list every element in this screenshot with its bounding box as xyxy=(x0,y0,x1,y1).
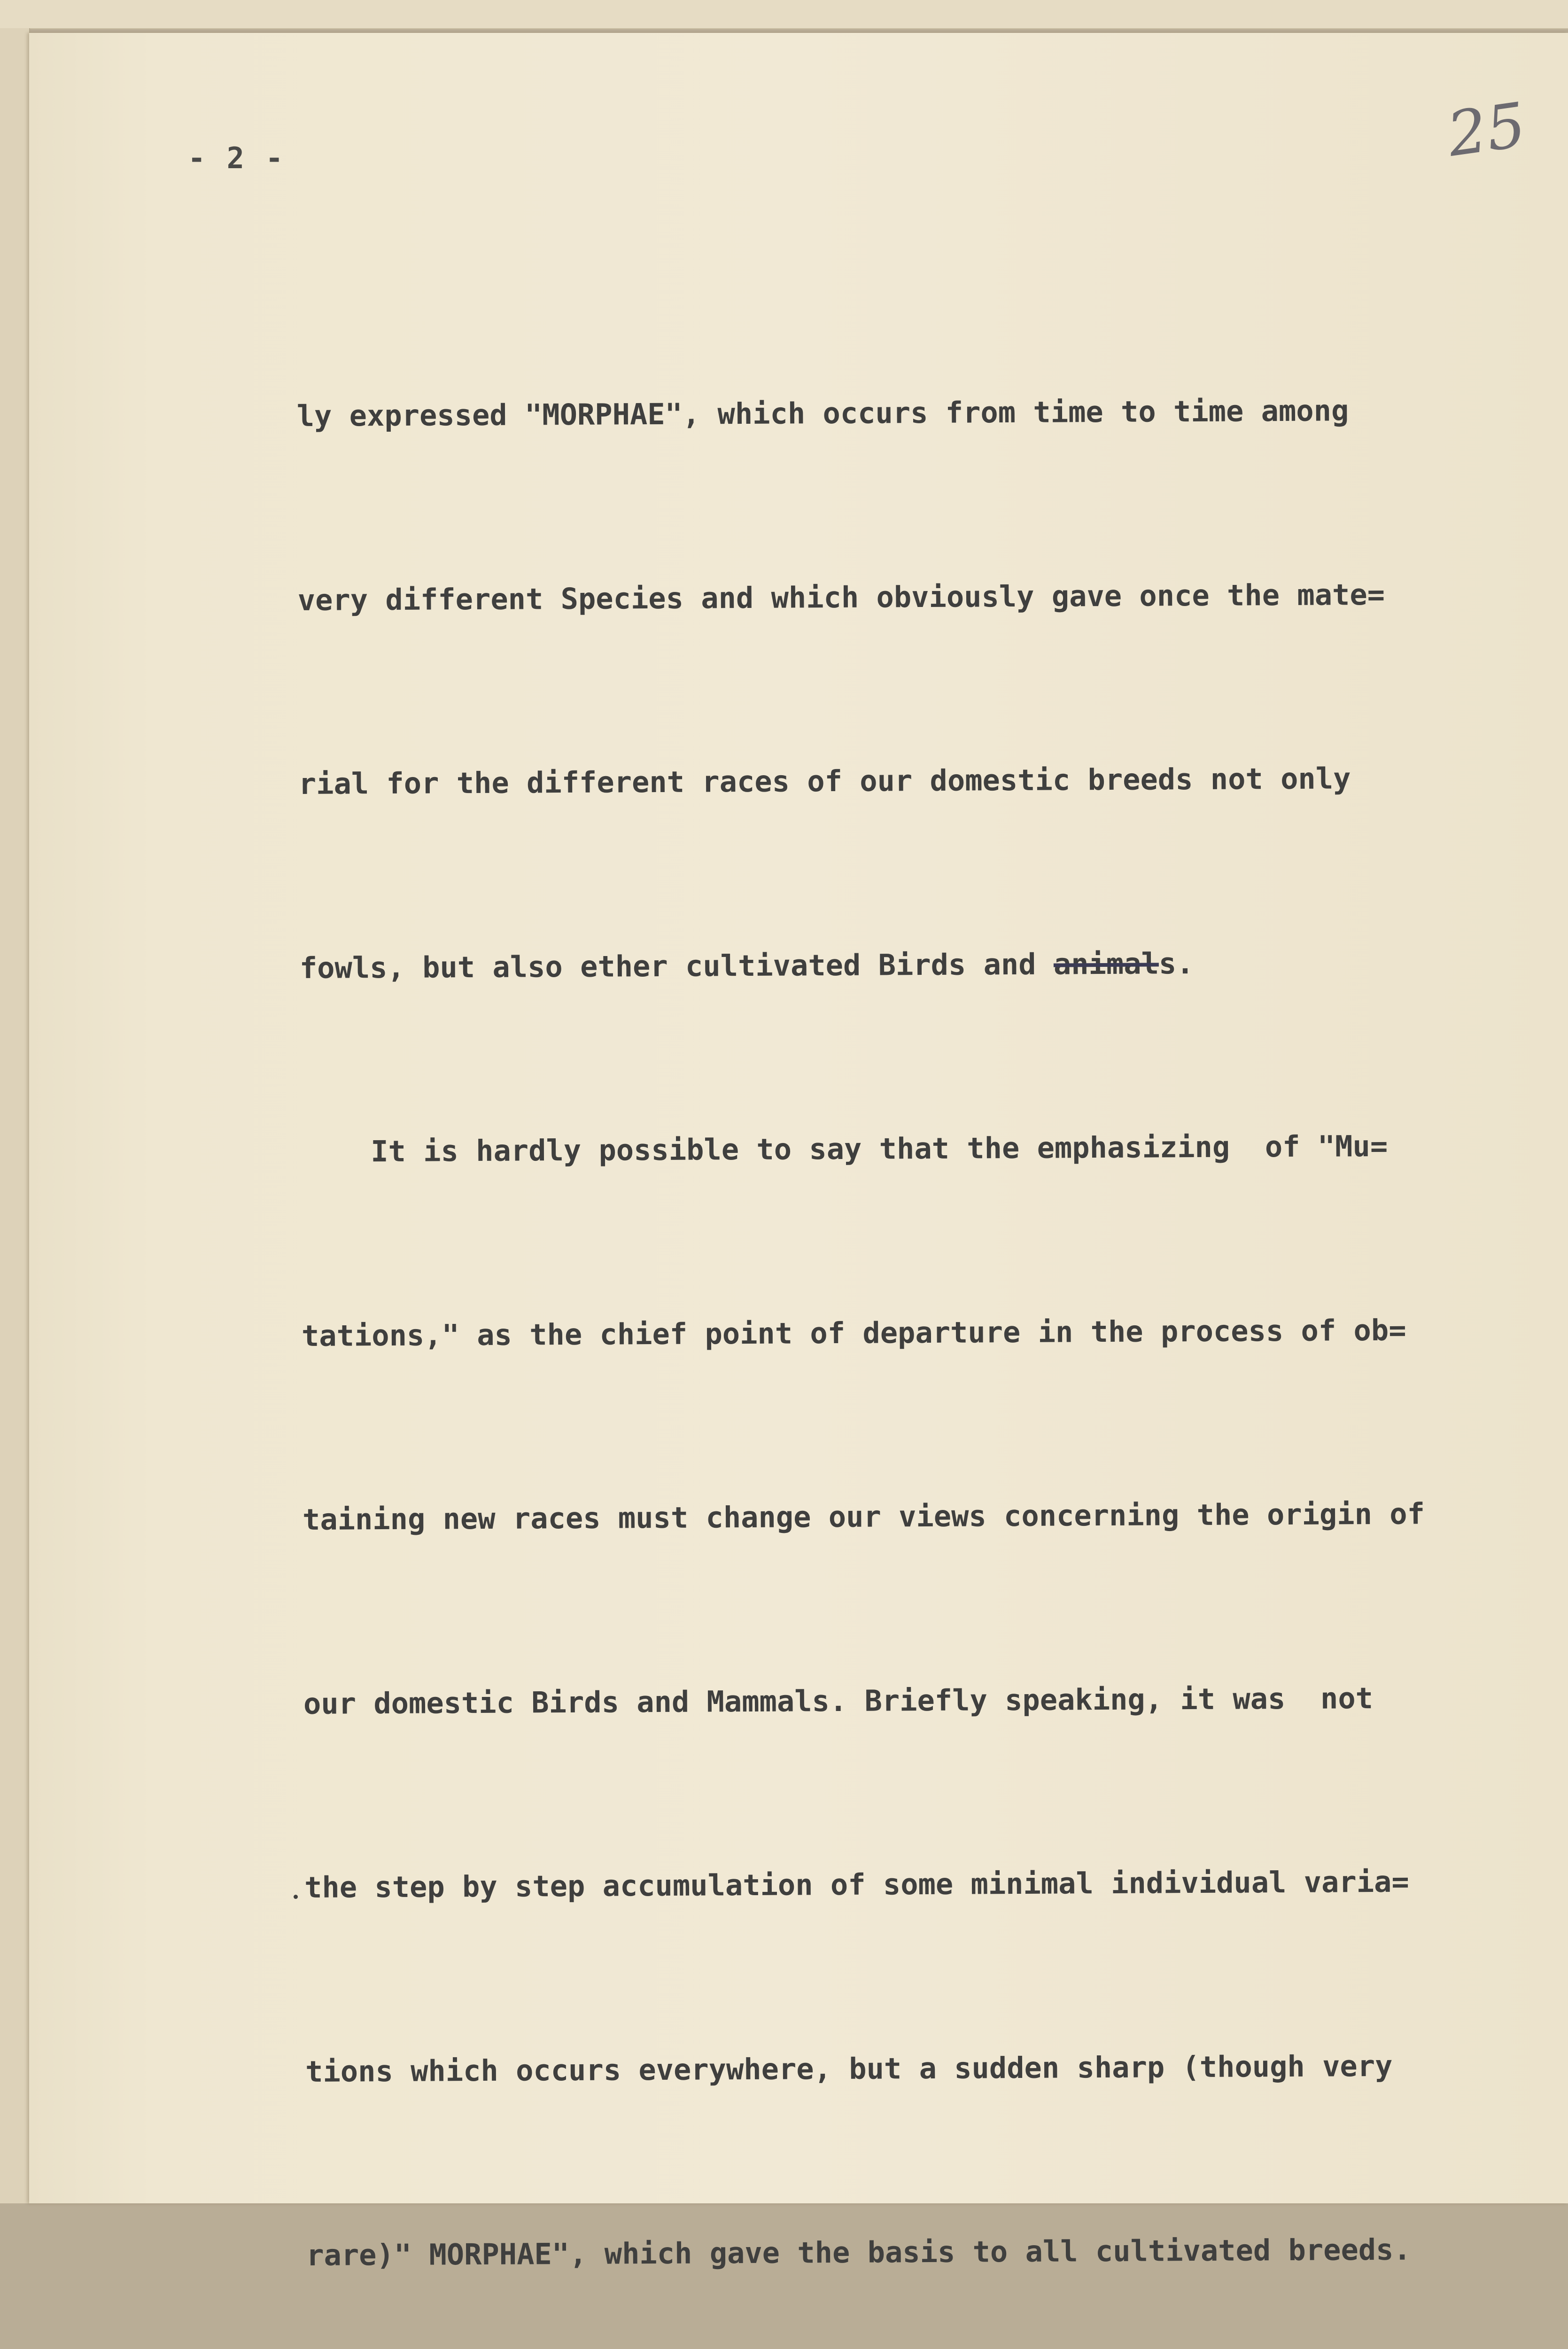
ink-dot xyxy=(294,1895,298,1899)
text-line: the step by step accumulation of some minimal individual varia= xyxy=(304,1864,1409,1905)
text-line: our domestic Birds and Mammals. Briefly speaking, it was not xyxy=(303,1680,1374,1721)
text-line: very different Species and which obviously gave once the mate= xyxy=(297,577,1385,617)
underlying-sheet-top xyxy=(0,0,1568,29)
text-line-start: fowls, but also ether cultivated Birds and xyxy=(299,947,1054,985)
handwritten-folio-number: 25 xyxy=(1443,89,1530,171)
text-line: tations," as the chief point of departure in the process of ob= xyxy=(301,1313,1406,1353)
text-line: taining new races must change our views concerning the origin of xyxy=(302,1496,1425,1537)
page-number: - 2 - xyxy=(188,141,285,175)
text-line: It is hardly possible to say that the emphasizing of "Mu= xyxy=(300,1128,1388,1169)
text-line: rare)" MORPHAE", which gave the basis to all cultivated breeds. xyxy=(306,2232,1411,2272)
text-line: ly expressed "MORPHAE", which occurs from time to time among xyxy=(296,393,1349,433)
body-text xyxy=(296,257,1564,2349)
text-line-with-strikeout xyxy=(300,931,1540,999)
text-line: tions which occurs everywhere, but a sudden sharp (though very xyxy=(305,2048,1393,2089)
struck-out-word: animal xyxy=(1053,946,1159,981)
underlying-sheet-left xyxy=(0,28,30,2203)
text-line: rial for the different races of our domestic breeds not only xyxy=(298,761,1351,801)
struck-word-suffix: s. xyxy=(1158,946,1194,980)
